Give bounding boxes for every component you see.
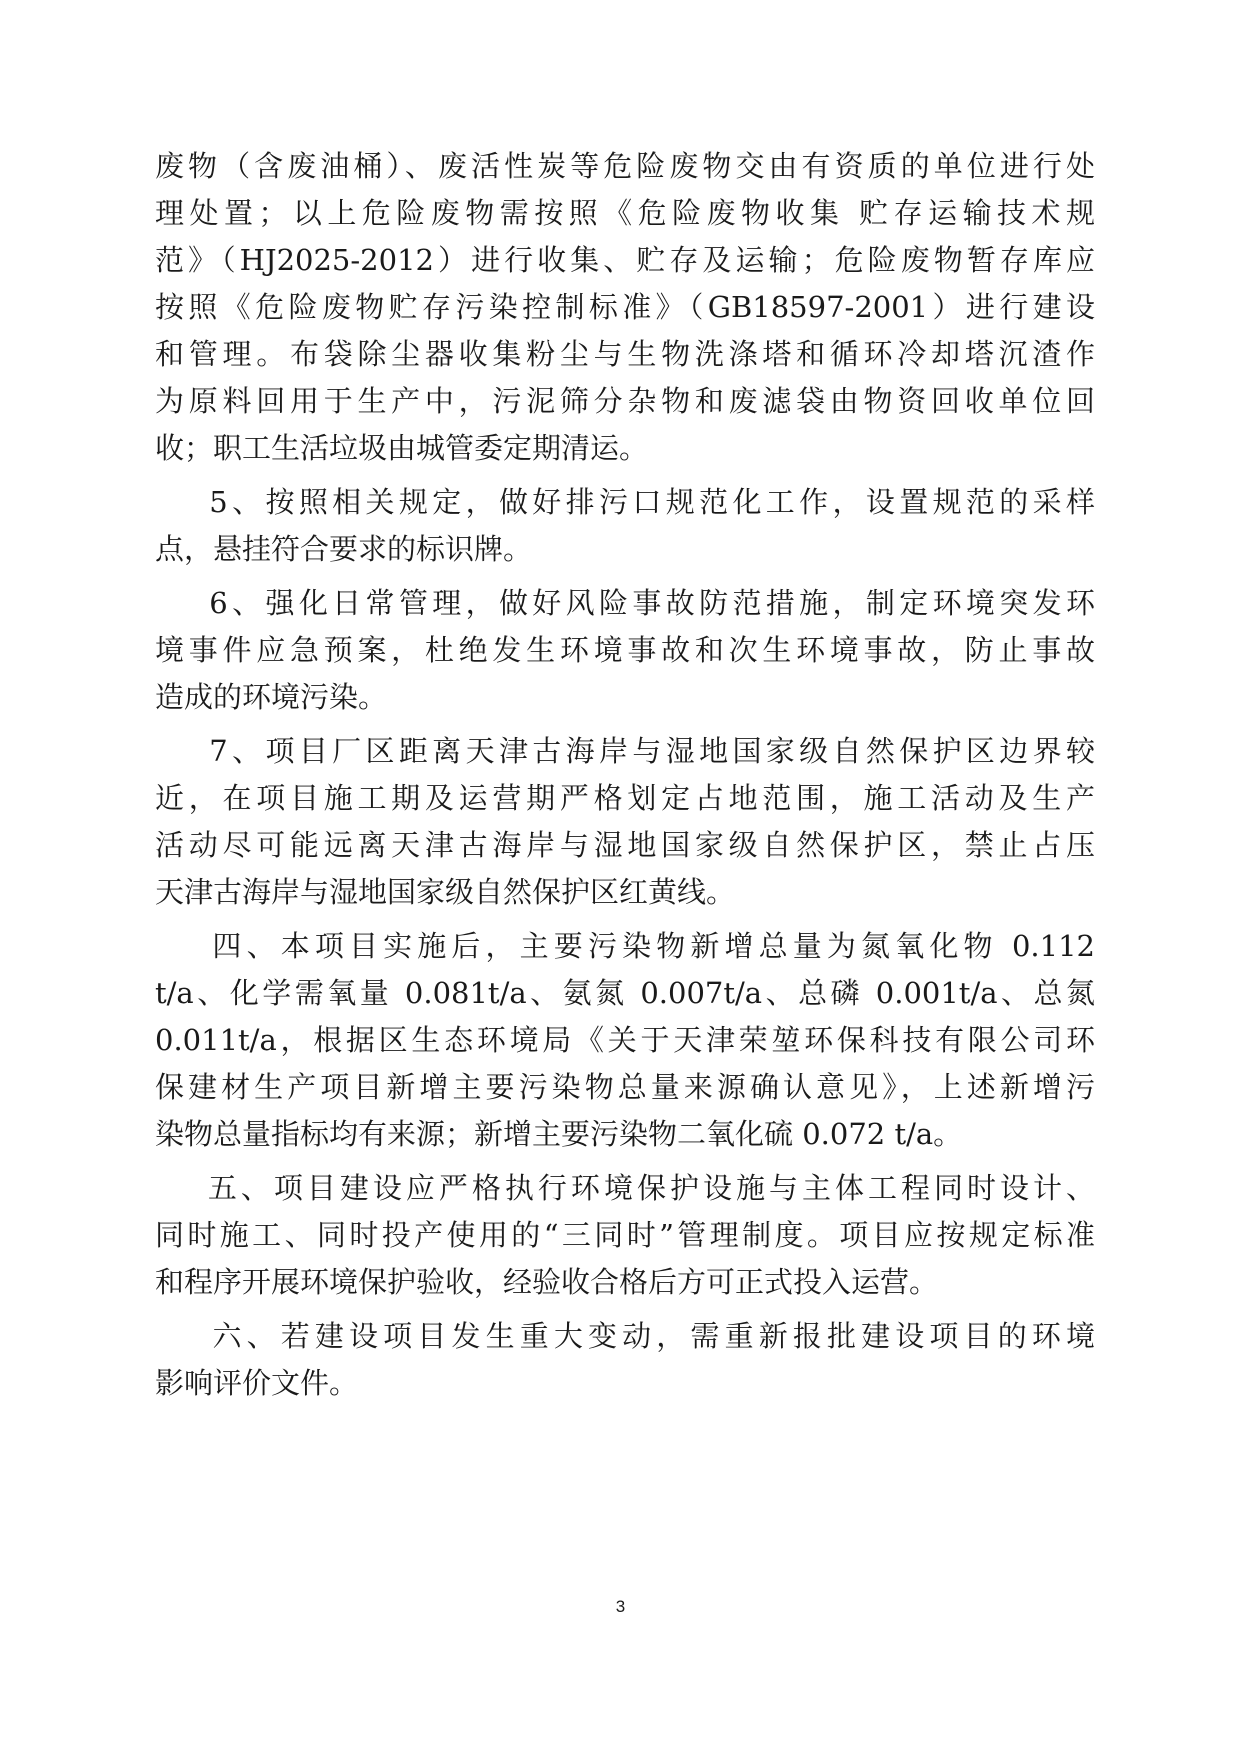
- text-line: 和程序开展环境保护验收，经验收合格后方可正式投入运营。: [155, 1265, 939, 1299]
- text-line: 影响评价文件。: [155, 1366, 359, 1400]
- text-line: 和管理。布袋除尘器收集粉尘与生物洗涤塔和循环冷却塔沉渣作: [155, 337, 1095, 371]
- text-line: 五、项目建设应严格执行环境保护设施与主体工程同时设计、: [155, 1171, 1095, 1205]
- text-line: 理处置；以上危险废物需按照《危险废物收集 贮存运输技术规: [155, 196, 1095, 230]
- text-line: 近，在项目施工期及运营期严格划定占地范围，施工活动及生产: [155, 781, 1095, 815]
- text-line: t/a、化学需氧量 0.081t/a、氨氮 0.007t/a、总磷 0.001t/a、总氮: [155, 976, 1095, 1010]
- text-line: 5、按照相关规定，做好排污口规范化工作，设置规范的采样: [155, 485, 1095, 519]
- text-line: 造成的环境污染。: [155, 680, 388, 714]
- text-line: 6、强化日常管理，做好风险事故防范措施，制定环境突发环: [155, 586, 1095, 620]
- text-line: 按照《危险废物贮存污染控制标准》（GB18597-2001）进行建设: [155, 290, 1095, 324]
- page-number: 3: [615, 1597, 626, 1616]
- text-line: 范》（HJ2025-2012）进行收集、贮存及运输；危险废物暂存库应: [155, 243, 1095, 277]
- text-line: 四、本项目实施后，主要污染物新增总量为氮氧化物 0.112: [155, 929, 1095, 963]
- text-line: 点，悬挂符合要求的标识牌。: [155, 532, 533, 566]
- text-line: 六、若建设项目发生重大变动，需重新报批建设项目的环境: [155, 1319, 1095, 1353]
- text-line: 天津古海岸与湿地国家级自然保护区红黄线。: [155, 875, 736, 909]
- text-line: 保建材生产项目新增主要污染物总量来源确认意见》，上述新增污: [155, 1070, 1095, 1104]
- text-line: 0.011t/a，根据区生态环境局《关于天津荣堃环保科技有限公司环: [155, 1023, 1095, 1057]
- text-line: 境事件应急预案，杜绝发生环境事故和次生环境事故，防止事故: [155, 633, 1095, 667]
- text-line: 同时施工、同时投产使用的“三同时”管理制度。项目应按规定标准: [155, 1218, 1095, 1252]
- text-line: 为原料回用于生产中，污泥筛分杂物和废滤袋由物资回收单位回: [155, 384, 1095, 418]
- text-line: 活动尽可能远离天津古海岸与湿地国家级自然保护区，禁止占压: [155, 828, 1095, 862]
- text-line: 收；职工生活垃圾由城管委定期清运。: [155, 431, 649, 465]
- text-line: 7、项目厂区距离天津古海岸与湿地国家级自然保护区边界较: [155, 734, 1095, 768]
- text-line: 废物（含废油桶）、废活性炭等危险废物交由有资质的单位进行处: [155, 149, 1095, 183]
- text-line: 染物总量指标均有来源；新增主要污染物二氧化硫 0.072 t/a。: [155, 1117, 963, 1151]
